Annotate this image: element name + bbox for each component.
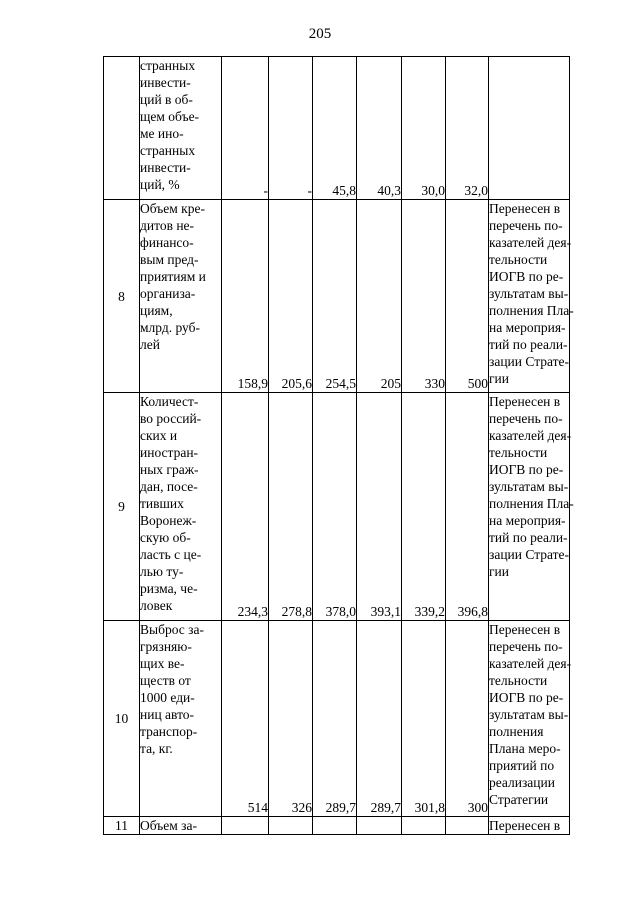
note-line: перечень по- — [489, 218, 563, 233]
indicator-value: 378,0 — [313, 393, 357, 621]
note-line: гии — [489, 564, 509, 579]
row-number: 10 — [104, 621, 140, 817]
indicator-value: 32,0 — [446, 57, 489, 200]
indicator-name — [140, 817, 222, 835]
indicator-name-line: Количест- — [140, 394, 199, 409]
note-line: реализации — [489, 775, 555, 790]
indicator-name-line: дан, посе- — [140, 479, 198, 494]
note-line: Перенесен в — [489, 394, 561, 409]
indicator-value — [313, 817, 357, 835]
note-cell — [489, 621, 570, 817]
note-cell — [489, 200, 574, 393]
note-line: на мероприя- — [489, 320, 566, 335]
note-line: тельности — [489, 252, 548, 267]
note-line: тий по реали- — [489, 530, 568, 545]
indicator-name-line: щих ве- — [140, 656, 185, 671]
page-number: 205 — [308, 26, 332, 42]
indicator-name-line: 1000 еди- — [140, 690, 195, 705]
note-line: Стратегии — [489, 792, 549, 807]
row-number: 9 — [104, 393, 140, 621]
note-line: на мероприя- — [489, 513, 566, 528]
indicator-name-line: организа- — [140, 286, 196, 301]
indicator-name-line: ниц авто- — [140, 707, 195, 722]
note-line: тий по реали- — [489, 337, 568, 352]
indicator-name-line: лью ту- — [140, 564, 184, 579]
note-line: казателей дея- — [489, 428, 572, 443]
indicator-name-line: щем объе- — [140, 109, 200, 124]
note-line: полнения Пла- — [489, 496, 574, 511]
indicator-name-line: ризма, че- — [140, 581, 198, 596]
indicator-name-line: та, кг. — [140, 741, 173, 756]
indicator-name-line: ществ от — [140, 673, 191, 688]
indicators-table — [103, 56, 574, 835]
note-line: зации Страте- — [489, 354, 570, 369]
note-line: Перенесен в — [489, 201, 561, 216]
indicator-value — [222, 817, 269, 835]
indicator-value: 278,8 — [269, 393, 313, 621]
indicator-value: 30,0 — [402, 57, 446, 200]
indicator-name-line: млрд. руб- — [140, 320, 200, 335]
indicator-value: 339,2 — [402, 393, 446, 621]
table-row — [104, 817, 570, 835]
indicator-value: 330 — [402, 200, 446, 393]
note-line: полнения Пла- — [489, 303, 574, 318]
indicator-value: 289,7 — [357, 621, 402, 817]
indicator-value: 301,8 — [402, 621, 446, 817]
indicator-value: 289,7 — [313, 621, 357, 817]
indicator-value: 158,9 — [222, 200, 269, 393]
row-number: 8 — [104, 200, 140, 393]
indicator-value: 254,5 — [313, 200, 357, 393]
table-row — [104, 200, 570, 393]
indicator-value: 500 — [446, 200, 489, 393]
indicator-name — [140, 393, 222, 621]
indicator-name — [140, 621, 222, 817]
indicator-name-line: ме ино- — [140, 126, 184, 141]
note-line: перечень по- — [489, 639, 563, 654]
note-line: Плана меро- — [489, 741, 561, 756]
indicator-value: 396,8 — [446, 393, 489, 621]
note-line: зультатам вы- — [489, 707, 569, 722]
indicator-value: 40,3 — [357, 57, 402, 200]
indicator-name-line: ловек — [140, 598, 173, 613]
indicator-name-line: скую об- — [140, 530, 191, 545]
note-line: тельности — [489, 445, 548, 460]
note-cell — [489, 57, 570, 200]
indicator-value — [269, 817, 313, 835]
indicator-name-line: ных граж- — [140, 462, 199, 477]
indicator-value: 205,6 — [269, 200, 313, 393]
note-line: приятий по — [489, 758, 555, 773]
indicator-name-line: лей — [140, 337, 160, 352]
indicator-name — [140, 57, 222, 200]
indicator-name-line: инвести- — [140, 160, 191, 175]
note-line: Перенесен в — [489, 622, 561, 637]
table-row — [104, 57, 570, 200]
indicator-name-line: транспор- — [140, 724, 198, 739]
indicator-name-line: Объем за- — [140, 818, 197, 833]
note-cell — [489, 393, 574, 621]
indicator-value: 326 — [269, 621, 313, 817]
note-line: Перенесен в — [489, 818, 561, 833]
indicator-name-line: ских и — [140, 428, 178, 443]
note-line: зультатам вы- — [489, 286, 569, 301]
indicator-name-line: Воронеж- — [140, 513, 197, 528]
indicator-name-line: грязняю- — [140, 639, 192, 654]
note-line: казателей дея- — [489, 656, 572, 671]
indicator-value: 393,1 — [357, 393, 402, 621]
note-line: зультатам вы- — [489, 479, 569, 494]
note-line: зации Страте- — [489, 547, 570, 562]
indicator-name-line: дитов не- — [140, 218, 195, 233]
indicator-value — [402, 817, 446, 835]
indicator-value: 300 — [446, 621, 489, 817]
note-line: казателей дея- — [489, 235, 572, 250]
indicator-name-line: во россий- — [140, 411, 202, 426]
note-line: тельности — [489, 673, 548, 688]
indicator-name-line: вым пред- — [140, 252, 199, 267]
indicator-name-line: финансо- — [140, 235, 194, 250]
indicator-name — [140, 200, 222, 393]
note-line: ИОГВ по ре- — [489, 269, 564, 284]
row-number — [104, 57, 140, 200]
note-line: полнения — [489, 724, 544, 739]
indicator-name-line: тивших — [140, 496, 184, 511]
note-line: ИОГВ по ре- — [489, 690, 564, 705]
indicator-name-line: ций в об- — [140, 92, 193, 107]
indicator-name-line: ласть с це- — [140, 547, 202, 562]
indicator-name-line: циям, — [140, 303, 173, 318]
indicator-name-line: странных — [140, 58, 196, 73]
indicator-value: - — [222, 57, 269, 200]
indicator-name-line: странных — [140, 143, 196, 158]
indicator-name-line: Выброс за- — [140, 622, 204, 637]
indicator-value — [357, 817, 402, 835]
note-line: ИОГВ по ре- — [489, 462, 564, 477]
indicator-name-line: Объем кре- — [140, 201, 205, 216]
indicator-value: 514 — [222, 621, 269, 817]
indicator-value: 234,3 — [222, 393, 269, 621]
indicator-value: 205 — [357, 200, 402, 393]
note-cell — [489, 817, 570, 835]
table-row — [104, 393, 570, 621]
row-number: 11 — [104, 817, 140, 835]
indicator-value — [446, 817, 489, 835]
indicator-name-line: инвести- — [140, 75, 191, 90]
table-row — [104, 621, 570, 817]
note-line: гии — [489, 371, 509, 386]
indicator-name-line: приятиям и — [140, 269, 206, 284]
note-line: перечень по- — [489, 411, 563, 426]
indicator-value: 45,8 — [313, 57, 357, 200]
indicator-name-line: ций, % — [140, 177, 180, 192]
indicator-value: - — [269, 57, 313, 200]
indicator-name-line: иностран- — [140, 445, 199, 460]
